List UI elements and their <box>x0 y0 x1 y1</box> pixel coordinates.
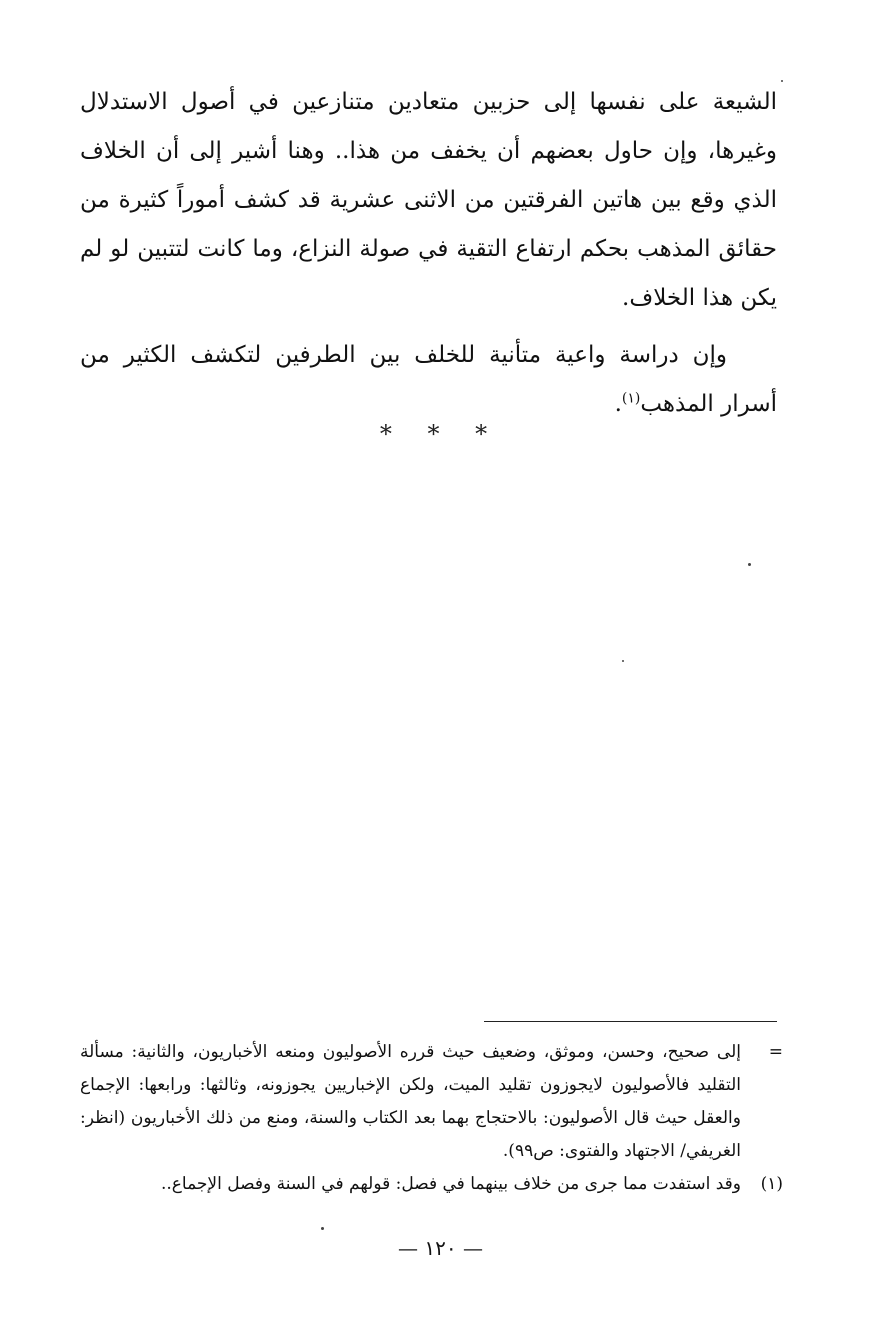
footnote-divider <box>484 1021 777 1022</box>
page-number: — ١٢٠ — <box>398 1236 483 1260</box>
footnote-marker: (١) <box>760 1174 783 1194</box>
scan-speck <box>622 660 624 662</box>
scan-speck <box>781 80 783 82</box>
paragraph-2-text: وإن دراسة واعية متأنية للخلف بين الطرفين لتكشف الكثير من أسرار المذهب <box>80 342 777 417</box>
footnote-marker: = <box>768 1042 783 1062</box>
footnotes <box>80 1036 785 1201</box>
footnote-1 <box>80 1168 785 1201</box>
paragraph-2-end: . <box>614 391 622 417</box>
scan-speck <box>321 1227 324 1230</box>
footnote-text: وقد استفدت مما جرى من خلاف بينهما في فصل: قولهم في السنة وفصل الإجماع.. <box>160 1174 741 1194</box>
main-text <box>80 78 777 429</box>
scan-speck <box>748 563 751 566</box>
paragraph-2 <box>80 331 777 429</box>
footnote-reference[interactable]: (١) <box>621 390 641 407</box>
paragraph-1: الشيعة على نفسها إلى حزبين متعادين متنازعين في أصول الاستدلال وغيرها، وإن حاول بعضهم أن يخفف من هذا.. وهنا أشير إلى أن الخلاف الذي وقع بين هاتين الفرقتين من الاثنى عشرية قد كشف أموراً كثيرة من حقائق المذهب بحكم ارتفاع التقية في صولة النزاع، وما كانت لتتبين لو لم يكن هذا الخلاف. <box>80 89 777 311</box>
footnote-continued <box>80 1036 785 1168</box>
section-separator: * * * <box>379 420 502 448</box>
footnote-text: إلى صحيح، وحسن، وموثق، وضعيف حيث قرره الأصوليون ومنعه الأخباريون، والثانية: مسألة التقليد فالأصوليون لايجوزون تقليد الميت، ولكن الإخباريين يجوزونه، وثالثها: ورابعها: الإجماع والعقل حيث قال الأصوليون: بالاحتجاج بهما بعد الكتاب والسنة، ومنع من ذلك الأخباريون (انظر: الغريفي/ الاجتهاد والفتوى: ص٩٩). <box>80 1042 741 1161</box>
